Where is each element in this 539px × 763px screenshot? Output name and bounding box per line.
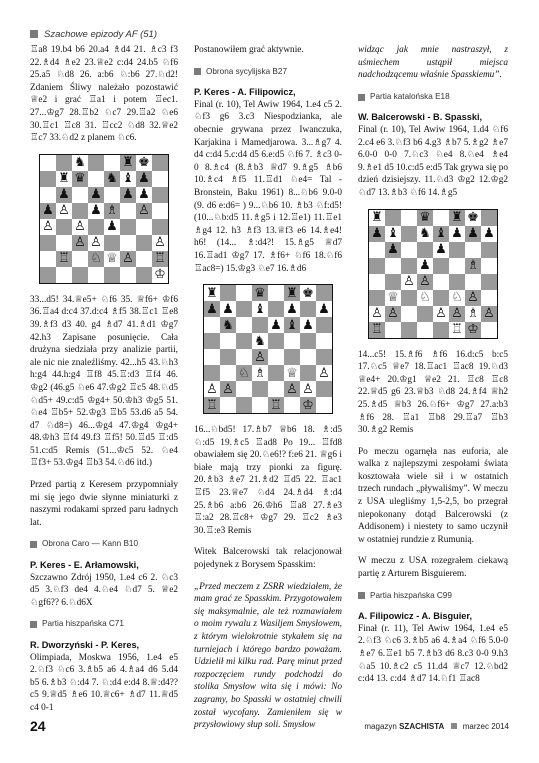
opening-label: Partia katalońska E18 bbox=[358, 91, 508, 104]
board-square bbox=[401, 306, 417, 322]
board-square bbox=[369, 258, 385, 274]
board-square bbox=[252, 381, 268, 397]
board-square bbox=[136, 267, 152, 283]
board-square bbox=[104, 187, 120, 203]
board-square bbox=[40, 251, 56, 267]
paragraph: 14...c5! 15.♗f6 ♗f6 16.d:c5 b:c5 17.♘c5 ♕e7 18.♖ac1 ♖ac8 19.♘d3 ♕e4+ 20.♔g1 ♕e2 21. ♖c8 ♖c8 22.♕d5 g6 23.♕b3 ♘d8 24.♗f4 ♕h2 25.♗d5 ♕b3 26.♘f6+ ♔g7 27.a:b3 ♗f6 28. ♖a1 ♖b8 29.♖a7 ♖b3 30.♗g2 Remis bbox=[358, 349, 508, 436]
opening-label: Obrona Caro — Kann B10 bbox=[30, 538, 178, 551]
board-square bbox=[316, 349, 332, 365]
board-square bbox=[465, 274, 481, 290]
board-square bbox=[236, 301, 252, 317]
board-square: ♝ bbox=[120, 171, 136, 187]
board-square: ♞ bbox=[220, 317, 236, 333]
column-2 bbox=[194, 44, 342, 741]
board-square: ♘ bbox=[236, 365, 252, 381]
board-square bbox=[401, 258, 417, 274]
square-bullet-icon bbox=[358, 94, 365, 101]
board-square: ♟ bbox=[417, 258, 433, 274]
board-square bbox=[136, 235, 152, 251]
board-square: ♖ bbox=[268, 397, 284, 413]
board-square bbox=[220, 365, 236, 381]
board-square bbox=[40, 187, 56, 203]
board-square bbox=[252, 397, 268, 413]
board-square bbox=[417, 322, 433, 338]
board-square bbox=[236, 381, 252, 397]
board-square: ♘ bbox=[417, 290, 433, 306]
board-square bbox=[433, 258, 449, 274]
board-square: ♙ bbox=[417, 274, 433, 290]
paragraph: Finał (r. 11), Tel Awiw 1964, 1.e4 e5 2.♘f3 ♘c6 3.♗b5 a6 4.♗a4 ♘f6 5.0-0 ♗e7 6.♖e1 b5 7.♗b3 d6 8.c3 0-0 9.h3 ♘a5 10.♗c2 c5 11.d4 ♕c7 12.♘bd2 c:d4 13. c:d4 ♗d7 14.♘f1 ♖ac8 bbox=[358, 623, 508, 685]
paragraph: Final (r. 10), Tel Awiw 1964, 1.d4 ♘f6 2.c4 e6 3.♘f3 b6 4.g3 ♗b7 5.♗g2 ♗e7 6.0-0 0-0 7.♘c3 ♘e4 8.♘e4 ♗e4 9.♗e1 d5 10.c:d5 e:d5 Tak grywa się po dzień dzisiejszy. 11.♘d3 ♔g2 12.♔g2 ♘d7 13.♗b3 ♘f6 14.♗g5 bbox=[358, 124, 508, 198]
board-square: ♟ bbox=[56, 187, 72, 203]
board-square: ♙ bbox=[300, 381, 316, 397]
board-square: ♘ bbox=[88, 251, 104, 267]
board-square bbox=[88, 219, 104, 235]
board-square bbox=[220, 397, 236, 413]
board-square bbox=[40, 267, 56, 283]
square-bullet-icon bbox=[194, 68, 201, 75]
board-square bbox=[72, 251, 88, 267]
board-square: ♙ bbox=[136, 203, 152, 219]
paragraph: ♖a8 19.b4 b6 20.a4 ♗d4 21. ♗c3 f3 22.♗d4 ♗e2 23.♕e2 c:d4 24.b5 ♘f6 25.a5 ♘d8 26. a:b6 ♘:b6 27.♘d2! Zdaniem Śliwy należało pozostawić ♕e2 i grać ♖a1 i potem ♖ec1. 27...♔g7 28.♖b2 ♘c7 29.♖a2 ♘e6 30.♖c1 ♖c8 31. ♖cc2 ♘d8 32.♕e2 ♖c7 33.♘d2 z planem ♘c6. bbox=[30, 45, 178, 144]
board-square: ♙ bbox=[204, 381, 220, 397]
board-square: ♜ bbox=[449, 210, 465, 226]
board-square: ♗ bbox=[465, 306, 481, 322]
paragraph: W meczu z USA rozegrałem ciekawą partię z Arturem Bisguierem. bbox=[358, 556, 508, 580]
board-square bbox=[120, 267, 136, 283]
column-3 bbox=[358, 44, 508, 695]
board-square bbox=[56, 219, 72, 235]
board-square bbox=[300, 301, 316, 317]
board-square bbox=[236, 317, 252, 333]
board-square bbox=[481, 242, 497, 258]
board-square bbox=[481, 274, 497, 290]
paragraph: Witek Balcerowski tak relacjonował pojedynek z Borysem Spasskim: bbox=[194, 547, 342, 571]
magazine-footer: magazyn SZACHISTA marzec 2014 bbox=[364, 722, 509, 731]
board-square bbox=[88, 155, 104, 171]
board-square bbox=[316, 285, 332, 301]
chess-diagram-2 bbox=[203, 284, 333, 414]
board-square bbox=[481, 210, 497, 226]
board-square: ♟ bbox=[316, 301, 332, 317]
board-square bbox=[284, 397, 300, 413]
board-square: ♔ bbox=[152, 267, 168, 283]
board-square bbox=[369, 290, 385, 306]
board-square: ♟ bbox=[284, 301, 300, 317]
board-square: ♜ bbox=[120, 155, 136, 171]
column-1 bbox=[30, 44, 178, 724]
board-square: ♙ bbox=[120, 251, 136, 267]
board-square: ♟ bbox=[104, 219, 120, 235]
board-square bbox=[481, 322, 497, 338]
board-square bbox=[220, 333, 236, 349]
board-square bbox=[40, 235, 56, 251]
board-square bbox=[284, 349, 300, 365]
board-square: ♟ bbox=[88, 203, 104, 219]
quote: „Przed meczem z ZSRR wiedziałem, że mam grać ze Spasskim. Przygotowałem się maksymalnie, ale też rozmawiałem o moim rywalu z Wasiljem Smysłowem, z którym wielokrotnie stykałem się na turniejach i którego bardzo poważam. Udzielił mi kilku rad. Parę minut przed rozpoczęciem rundy podchodzi do stolika Smysłow wita się i mówi: No zagramy, bo Spasski w ostatniej chwili został wycofany. Zamieniłem się w przysłowiowy słup soli. Smysłow bbox=[194, 581, 342, 731]
board-square: ♙ bbox=[316, 365, 332, 381]
board-square bbox=[369, 274, 385, 290]
board-square bbox=[72, 187, 88, 203]
board-square: ♝ bbox=[433, 226, 449, 242]
paragraph: 33...d5! 34.♕e5+ ♘f6 35. ♕f6+ ♔f6 36.♖a4 d:c4 37.d:c4 ♗f5 38.♖c1 ♖e8 39.♗f3 d3 40. g4 ♗d7 41.♗d1 ♔g7 42.h3 Zapisane posunięcie. Cała drużyna siedziała przy analizie partii, ale nic nie znaleźliśmy. 42...h5 43.♘h3 h:g4 44.h:g4 ♖f8 45.♖:d3 ♖f4 46. ♔g2 (46.g5 ♘e6 47.♔g2 ♖c5 48.♘d5 ♘d5+ 49.c:d5 ♔g4+ 50.♔h3 ♔g5 51. ♘e4 ♖b5+ 52.♔g3 ♖b5 53.d6 a5 54. d7 ♘d8=) 46...♔g4 47.♔g4 ♔g4+ 48.♔h3 ♖f4 49.f3 ♖f5! 50.♖d5 ♖:d5 51.c:d5 Remis (51...♔c5 52. ♘e4 ♖f3+ 53.♔g4 ♖b3 54.♘d6 itd.) bbox=[30, 294, 178, 469]
board-square bbox=[136, 251, 152, 267]
board-square: ♜ bbox=[56, 171, 72, 187]
board-square: ♜ bbox=[204, 285, 220, 301]
paragraph: Po meczu ogarnęła nas euforia, ale walka z najlepszymi zespołami świata kosztowała wiele sił i w ostatnich trzech rundach „pływaliśmy”. W meczu z USA ulegliśmy 1,5-2,5, bo przegrał niepokonany dotąd Balcerowski (z Addisonem) i niestety to samo uczynił w ostatniej rundzie z Rumunią. bbox=[358, 446, 508, 545]
board-square bbox=[316, 317, 332, 333]
board-square: ♙ bbox=[220, 381, 236, 397]
board-square: ♖ bbox=[56, 251, 72, 267]
board-square: ♙ bbox=[401, 274, 417, 290]
board-square: ♚ bbox=[465, 210, 481, 226]
board-square bbox=[465, 242, 481, 258]
board-square: ♛ bbox=[72, 171, 88, 187]
board-square: ♔ bbox=[465, 322, 481, 338]
opening-label: Partia hiszpańska C71 bbox=[30, 618, 178, 631]
board-square bbox=[204, 317, 220, 333]
board-square bbox=[401, 226, 417, 242]
board-square bbox=[433, 210, 449, 226]
board-square bbox=[104, 235, 120, 251]
board-square: ♙ bbox=[40, 219, 56, 235]
board-square: ♖ bbox=[152, 251, 168, 267]
board-square bbox=[204, 349, 220, 365]
board-square bbox=[300, 333, 316, 349]
board-square bbox=[268, 349, 284, 365]
board-square bbox=[56, 235, 72, 251]
board-square bbox=[236, 397, 252, 413]
board-square bbox=[449, 258, 465, 274]
board-square bbox=[401, 210, 417, 226]
board-square: ♙ bbox=[56, 203, 72, 219]
board-square: ♝ bbox=[252, 301, 268, 317]
paragraph: Olimpiada, Moskwa 1956, 1.e4 e5 2.♘f3 ♘c6 3.♗b5 a6 4.♗a4 d6 5.d4 b5 6.♗b3 ♘:d4 7. ♘:d4 e:d4 8.♕:d4?? c5 9.♕d5 ♗e6 10.♕c6+ ♗d7 11.♕d5 c4 0-1 bbox=[30, 652, 178, 713]
board-square bbox=[120, 219, 136, 235]
board-square: ♞ bbox=[252, 333, 268, 349]
board-square: ♜ bbox=[369, 210, 385, 226]
board-square bbox=[236, 333, 252, 349]
board-square bbox=[220, 285, 236, 301]
board-square bbox=[316, 381, 332, 397]
board-square: ♙ bbox=[449, 306, 465, 322]
board-square: ♙ bbox=[284, 381, 300, 397]
board-square bbox=[104, 155, 120, 171]
board-square bbox=[40, 155, 56, 171]
game-title: W. Balcerowski - B. Spasski, bbox=[358, 112, 483, 123]
board-square: ♟ bbox=[136, 187, 152, 203]
board-square: ♟ bbox=[300, 317, 316, 333]
board-square bbox=[120, 235, 136, 251]
board-square bbox=[236, 349, 252, 365]
square-bullet-icon bbox=[358, 592, 365, 599]
board-square: ♞ bbox=[417, 226, 433, 242]
board-square bbox=[385, 258, 401, 274]
board-square: ♙ bbox=[152, 235, 168, 251]
board-square bbox=[268, 365, 284, 381]
quote: widząc jak mnie nastraszył, z uśmiechem ustąpił miejsca nadchodzącemu właśnie Spasskiemu”. bbox=[358, 45, 508, 81]
board-square: ♟ bbox=[136, 171, 152, 187]
board-square bbox=[449, 242, 465, 258]
opening-label: Obrona sycylijska B27 bbox=[194, 66, 342, 79]
chess-diagram-1 bbox=[39, 154, 169, 284]
board-square bbox=[481, 290, 497, 306]
board-square: ♗ bbox=[465, 258, 481, 274]
board-square: ♝ bbox=[284, 317, 300, 333]
board-square bbox=[417, 242, 433, 258]
board-square: ♙ bbox=[72, 219, 88, 235]
opening-label: Partia hiszpańska C99 bbox=[358, 590, 508, 603]
board-square: ♙ bbox=[369, 306, 385, 322]
board-square: ♙ bbox=[72, 235, 88, 251]
board-square bbox=[401, 290, 417, 306]
paragraph: 16...♘bd5! 17.♗b7 ♕b6 18. ♗:d5 ♘:d5 19.♗c5 ♖ad8 Po 19... ♖fd8 obawiałem się 20.♘e6!? f:e6 21. ♕g6 i białe mają trzy pionki za figurę. 20.♗b3 ♗e7 21.♗d2 ♖d5 22. ♖ac1 ♖f5 23.♕e7 ♘d4 24.♗d4 ♗:d4 25.♗b6 a:b6 26.♔h6 ♖a8 27.♗e3 ♖:a2 28.♖c8+ ♔g7 29. ♖c2 ♗e3 30.♖:e3 Remis bbox=[194, 425, 342, 536]
board-square: ♟ bbox=[268, 317, 284, 333]
board-square bbox=[88, 171, 104, 187]
board-square: ♕ bbox=[284, 365, 300, 381]
board-square: ♞ bbox=[72, 155, 88, 171]
board-square: ♔ bbox=[300, 397, 316, 413]
board-square bbox=[220, 349, 236, 365]
board-square: ♟ bbox=[433, 242, 449, 258]
square-bullet-icon bbox=[30, 541, 37, 548]
board-square bbox=[316, 397, 332, 413]
board-square bbox=[72, 267, 88, 283]
game-title: A. Filipowicz - A. Bisguier, bbox=[358, 611, 473, 622]
square-bullet-icon bbox=[30, 621, 37, 628]
page-number: 24 bbox=[30, 718, 46, 734]
board-square: ♟ bbox=[449, 226, 465, 242]
board-square bbox=[152, 155, 168, 171]
board-square bbox=[120, 203, 136, 219]
board-square: ♝ bbox=[385, 226, 401, 242]
board-square bbox=[268, 381, 284, 397]
board-square: ♟ bbox=[465, 226, 481, 242]
game-title: R. Dworzyński - P. Keres, bbox=[30, 640, 140, 650]
board-square bbox=[104, 267, 120, 283]
game-title: P. Keres - A. Filipowicz, bbox=[194, 87, 296, 98]
board-square: ♙ bbox=[465, 290, 481, 306]
header-title: Szachowe epizody AF (51) bbox=[44, 28, 158, 40]
board-square bbox=[268, 285, 284, 301]
board-square: ♛ bbox=[252, 285, 268, 301]
footer-square-icon bbox=[451, 723, 457, 729]
board-square bbox=[385, 210, 401, 226]
board-square bbox=[204, 365, 220, 381]
board-square bbox=[152, 171, 168, 187]
board-square bbox=[236, 285, 252, 301]
board-square bbox=[268, 301, 284, 317]
board-square: ♙ bbox=[88, 235, 104, 251]
board-square: ♚ bbox=[300, 285, 316, 301]
board-square bbox=[369, 242, 385, 258]
board-square: ♚ bbox=[136, 155, 152, 171]
board-square: ♘ bbox=[449, 290, 465, 306]
board-square bbox=[56, 155, 72, 171]
board-square: ♖ bbox=[204, 397, 220, 413]
board-square bbox=[152, 219, 168, 235]
board-square: ♟ bbox=[204, 301, 220, 317]
board-square: ♕ bbox=[104, 251, 120, 267]
board-square bbox=[481, 258, 497, 274]
board-square bbox=[385, 322, 401, 338]
board-square bbox=[385, 274, 401, 290]
board-square: ♟ bbox=[385, 242, 401, 258]
board-square bbox=[449, 274, 465, 290]
board-square: ♖ bbox=[369, 322, 385, 338]
board-square bbox=[40, 171, 56, 187]
paragraph: Postanowiłem grać aktywnie. bbox=[194, 45, 304, 55]
board-square bbox=[401, 322, 417, 338]
board-square: ♞ bbox=[104, 171, 120, 187]
board-square bbox=[252, 317, 268, 333]
board-square bbox=[268, 333, 284, 349]
board-square bbox=[300, 349, 316, 365]
board-square bbox=[401, 242, 417, 258]
board-square: ♗ bbox=[252, 365, 268, 381]
board-square bbox=[136, 219, 152, 235]
board-square: ♟ bbox=[481, 226, 497, 242]
board-square: ♙ bbox=[481, 306, 497, 322]
board-square bbox=[284, 333, 300, 349]
board-square: ♟ bbox=[369, 226, 385, 242]
board-square bbox=[56, 267, 72, 283]
board-square bbox=[300, 365, 316, 381]
board-square: ♙ bbox=[385, 306, 401, 322]
board-square: ♜ bbox=[284, 285, 300, 301]
paragraph: Szczawno Zdrój 1950, 1.e4 c6 2. ♘c3 d5 3.♘f3 de4 4.♘e4 ♘d7 5. ♕e2 ♘gf6?? 6.♘d6X bbox=[30, 572, 178, 608]
board-square: ♛ bbox=[417, 210, 433, 226]
board-square bbox=[417, 306, 433, 322]
board-square bbox=[433, 322, 449, 338]
header-square-icon bbox=[30, 30, 38, 38]
board-square: ♙ bbox=[252, 349, 268, 365]
board-square bbox=[433, 290, 449, 306]
board-square bbox=[204, 333, 220, 349]
board-square: ♟ bbox=[120, 187, 136, 203]
paragraph: Przed partią z Keresem przypomniały mi się jego dwie słynne miniaturki z naszymi rodakami sprzed paru ładnych lat. bbox=[30, 480, 178, 528]
board-square: ♙ bbox=[433, 306, 449, 322]
board-square: ♟ bbox=[40, 203, 56, 219]
game-title: P. Keres - E. Arłamowski, bbox=[30, 560, 139, 571]
board-square: ♖ bbox=[449, 322, 465, 338]
board-square bbox=[152, 187, 168, 203]
board-square: ♟ bbox=[88, 187, 104, 203]
board-square bbox=[433, 274, 449, 290]
paragraph: Final (r. 10), Tel Awiw 1964, 1.e4 c5 2. ♘f3 g6 3.c3 Niespodzianka, ale obecnie grywana przez Iwanczuka, Karjakina i Mamedjarowa. 3...♗g7 4. d4 c:d4 5.c:d4 d5 6.e:d5 ♘f6 7. ♗c3 0-0 8.♗c4 (8.♗b3 ♕d7 9.♗g5 ♗b6 10.♗c4 ♗f5 11.♖d1 ♘e4= Tal - Bronstein, Baku 1961) 8...♘b6 9.0-0 (9. d6 e:d6= ) 9...♘b6 10. ♗b3 ♘f:d5! (10...♘b:d5 11.♗g5 i 12.♖e1) 11.♖e1 ♗g4 12. h3 ♗f3 13.♕f3 e6 14.♗e4! h6! (14... ♗:d4?! 15.♗g5 ♕d7 16.♖ad1 ♔g7 17. ♗f6+ ♘f6 18.♘f6 ♖ac8=) 15.♔g3 ♘e7 16.♗d6 bbox=[194, 99, 342, 274]
board-square: ♗ bbox=[104, 203, 120, 219]
board-square: ♕ bbox=[385, 290, 401, 306]
board-square bbox=[72, 203, 88, 219]
running-header bbox=[30, 27, 157, 41]
board-square bbox=[88, 267, 104, 283]
chess-diagram-3 bbox=[368, 209, 498, 339]
board-square bbox=[152, 203, 168, 219]
board-square bbox=[316, 333, 332, 349]
board-square: ♟ bbox=[220, 301, 236, 317]
